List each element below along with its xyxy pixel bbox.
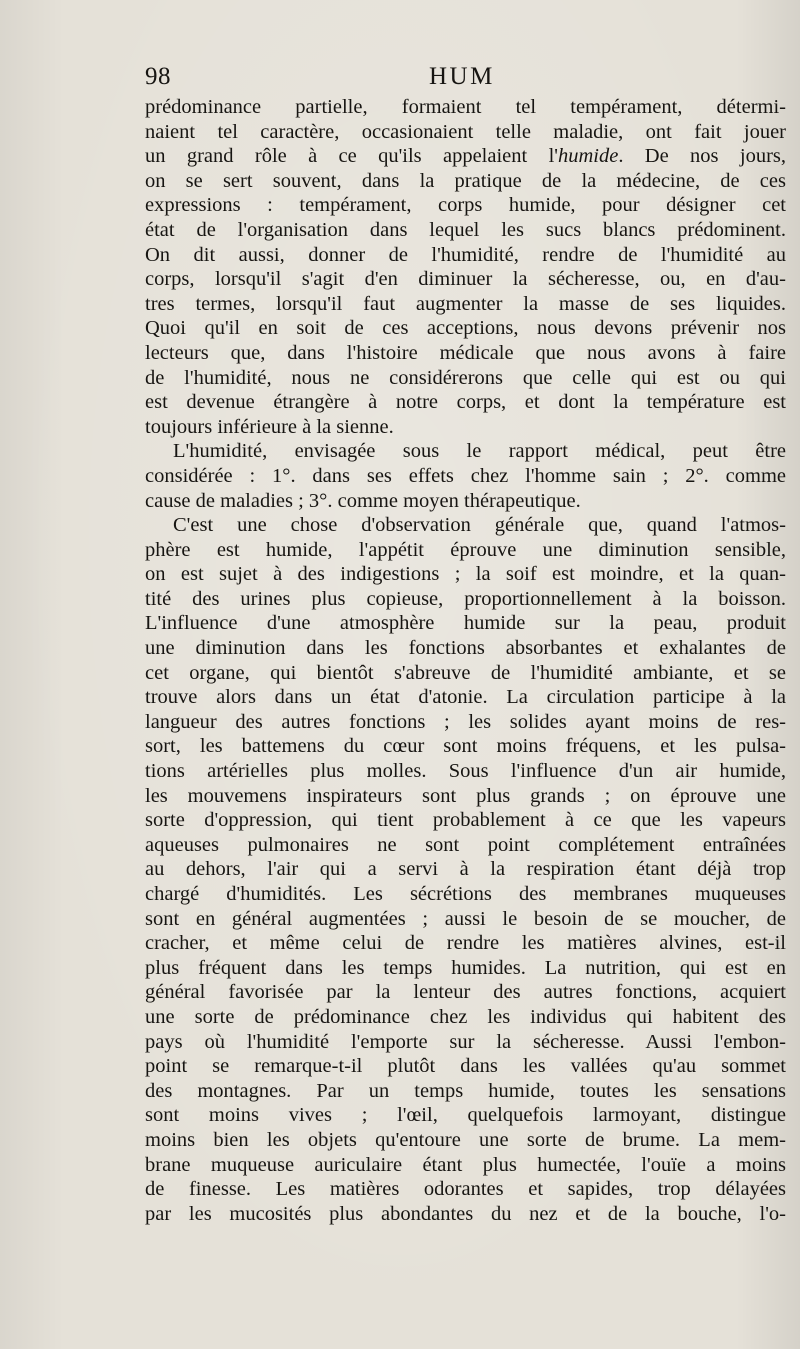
text-line-content: de finesse. Les matières odorantes et sapides, trop délayées	[145, 1178, 786, 1201]
text-line-continuation: . De nos jours,	[618, 145, 786, 168]
text-line-content: brane muqueuse auriculaire étant plus humectée, l'ouïe a moins	[145, 1153, 786, 1176]
text-line-content: des montagnes. Par un temps humide, toutes les sensations	[145, 1079, 786, 1102]
text-line	[145, 193, 786, 218]
text-line	[145, 882, 786, 907]
text-line	[145, 390, 786, 415]
text-line	[145, 562, 786, 587]
text-line	[145, 956, 786, 981]
text-line-content: pays où l'humidité l'emporte sur la sécheresse. Aussi l'embon-	[145, 1030, 786, 1053]
text-line	[145, 267, 786, 292]
text-line-content: considérée : 1°. dans ses effets chez l'homme sain ; 2°. comme	[145, 464, 786, 487]
text-line	[145, 292, 786, 317]
text-line-content: cet organe, qui bientôt s'abreuve de l'humidité ambiante, et se	[145, 661, 786, 684]
text-line	[145, 636, 786, 661]
text-line	[145, 808, 786, 833]
text-line	[145, 1177, 786, 1202]
text-line-content: cause de maladies ; 3°. comme moyen thérapeutique.	[145, 489, 581, 512]
text-line-content: sont moins vives ; l'œil, quelquefois larmoyant, distingue	[145, 1104, 786, 1127]
text-line	[145, 513, 786, 538]
text-line	[145, 120, 786, 145]
text-line-content: toujours inférieure à la sienne.	[145, 415, 394, 438]
text-line	[145, 341, 786, 366]
text-line	[145, 464, 786, 489]
text-line	[145, 980, 786, 1005]
text-line-content: au dehors, l'air qui a servi à la respiration étant déjà trop	[145, 858, 786, 881]
text-line	[145, 95, 786, 120]
text-line-content: sorte d'oppression, qui tient probablement à ce que les vapeurs	[145, 809, 786, 832]
text-line-content: une sorte de prédominance chez les individus qui habitent des	[145, 1005, 786, 1028]
text-line	[145, 169, 786, 194]
page-header	[145, 61, 785, 93]
text-line	[145, 734, 786, 759]
text-line	[145, 1079, 786, 1104]
text-line-content: trouve alors dans un état d'atonie. La circulation participe à la	[145, 686, 786, 709]
text-line	[145, 784, 786, 809]
text-line-content: état de l'organisation dans lequel les sucs blancs prédominent.	[145, 218, 786, 241]
text-line-content: une diminution dans les fonctions absorbantes et exhalantes de	[145, 637, 786, 660]
text-line-content: langueur des autres fonctions ; les solides ayant moins de res-	[145, 710, 786, 733]
text-line	[145, 587, 786, 612]
text-line-content: naient tel caractère, occasionaient telle maladie, ont fait jouer	[145, 120, 786, 143]
text-line	[145, 144, 786, 169]
text-line-content: tité des urines plus copieuse, proportionnellement à la boisson.	[145, 587, 786, 610]
text-line-content: C'est une chose d'observation générale que, quand l'atmos-	[173, 514, 786, 537]
text-line	[145, 218, 786, 243]
text-line	[145, 1054, 786, 1079]
text-line	[145, 366, 786, 391]
text-line-content: sort, les battemens du cœur sont moins fréquens, et les pulsa-	[145, 735, 786, 758]
text-line	[145, 439, 786, 464]
text-line-content: Quoi qu'il en soit de ces acceptions, nous devons prévenir nos	[145, 317, 786, 340]
text-line-content: cracher, et même celui de rendre les matières alvines, est-il	[145, 932, 786, 955]
text-line-content: on est sujet à des indigestions ; la soif est moindre, et la quan-	[145, 563, 786, 586]
body-text	[145, 95, 786, 1226]
text-line-content: chargé d'humidités. Les sécrétions des membranes muqueuses	[145, 883, 786, 905]
text-line	[145, 243, 786, 268]
text-line	[145, 1030, 786, 1055]
text-line-content: de l'humidité, nous ne considérerons que celle qui est ou qui	[145, 366, 786, 389]
text-line	[145, 1005, 786, 1030]
text-line	[145, 1202, 786, 1227]
text-line	[145, 1103, 786, 1128]
text-line-content: moins bien les objets qu'entoure une sorte de brume. La mem-	[145, 1128, 786, 1151]
text-line-content: prédominance partielle, formaient tel tempérament, détermi-	[145, 96, 786, 118]
text-line-content: les mouvemens inspirateurs sont plus grands ; on éprouve une	[145, 784, 786, 807]
text-line	[145, 1153, 786, 1178]
text-line	[145, 833, 786, 858]
text-line-content: un grand rôle à ce qu'ils appelaient l'	[145, 145, 558, 168]
text-line-content: L'humidité, envisagée sous le rapport médical, peut être	[173, 440, 786, 463]
text-line-content: général favorisée par la lenteur des autres fonctions, acquiert	[145, 981, 786, 1004]
italic-term: humide	[557, 145, 619, 168]
text-line	[145, 538, 786, 563]
text-line	[145, 611, 786, 636]
text-line	[145, 316, 786, 341]
text-line-content: par les mucosités plus abondantes du nez et de la bouche, l'o-	[145, 1202, 786, 1225]
text-line	[145, 931, 786, 956]
running-head: HUM	[429, 63, 495, 90]
text-line-content: on se sert souvent, dans la pratique de la médecine, de ces	[145, 169, 786, 192]
text-line-content: phère est humide, l'appétit éprouve une diminution sensible,	[145, 538, 786, 561]
text-line	[145, 661, 786, 686]
text-line-content: corps, lorsqu'il s'agit d'en diminuer la sécheresse, ou, en d'au-	[145, 268, 786, 291]
text-line-content: aqueuses pulmonaires ne sont point complétement entraînées	[145, 833, 786, 856]
text-line	[145, 489, 786, 514]
text-line-content: tres termes, lorsqu'il faut augmenter la masse de ses liquides.	[145, 292, 786, 315]
text-line	[145, 857, 786, 882]
text-line	[145, 907, 786, 932]
text-line	[145, 710, 786, 735]
text-line	[145, 759, 786, 784]
text-line	[145, 1128, 786, 1153]
text-line-content: On dit aussi, donner de l'humidité, rendre de l'humidité au	[145, 243, 786, 266]
text-line	[145, 685, 786, 710]
text-line-content: lecteurs que, dans l'histoire médicale que nous avons à faire	[145, 341, 786, 364]
text-line-content: plus fréquent dans les temps humides. La nutrition, qui est en	[145, 956, 786, 979]
text-line-content: point se remarque-t-il plutôt dans les vallées qu'au sommet	[145, 1055, 786, 1078]
text-line-content: tions artérielles plus molles. Sous l'influence d'un air humide,	[145, 760, 786, 783]
text-line-content: sont en général augmentées ; aussi le besoin de se moucher, de	[145, 907, 786, 930]
page-number: 98	[145, 63, 171, 90]
text-line	[145, 415, 786, 440]
text-line-content: expressions : tempérament, corps humide, pour désigner cet	[145, 194, 786, 217]
text-line-content: L'influence d'une atmosphère humide sur la peau, produit	[145, 612, 786, 635]
text-line-content: est devenue étrangère à notre corps, et dont la température est	[145, 391, 786, 414]
